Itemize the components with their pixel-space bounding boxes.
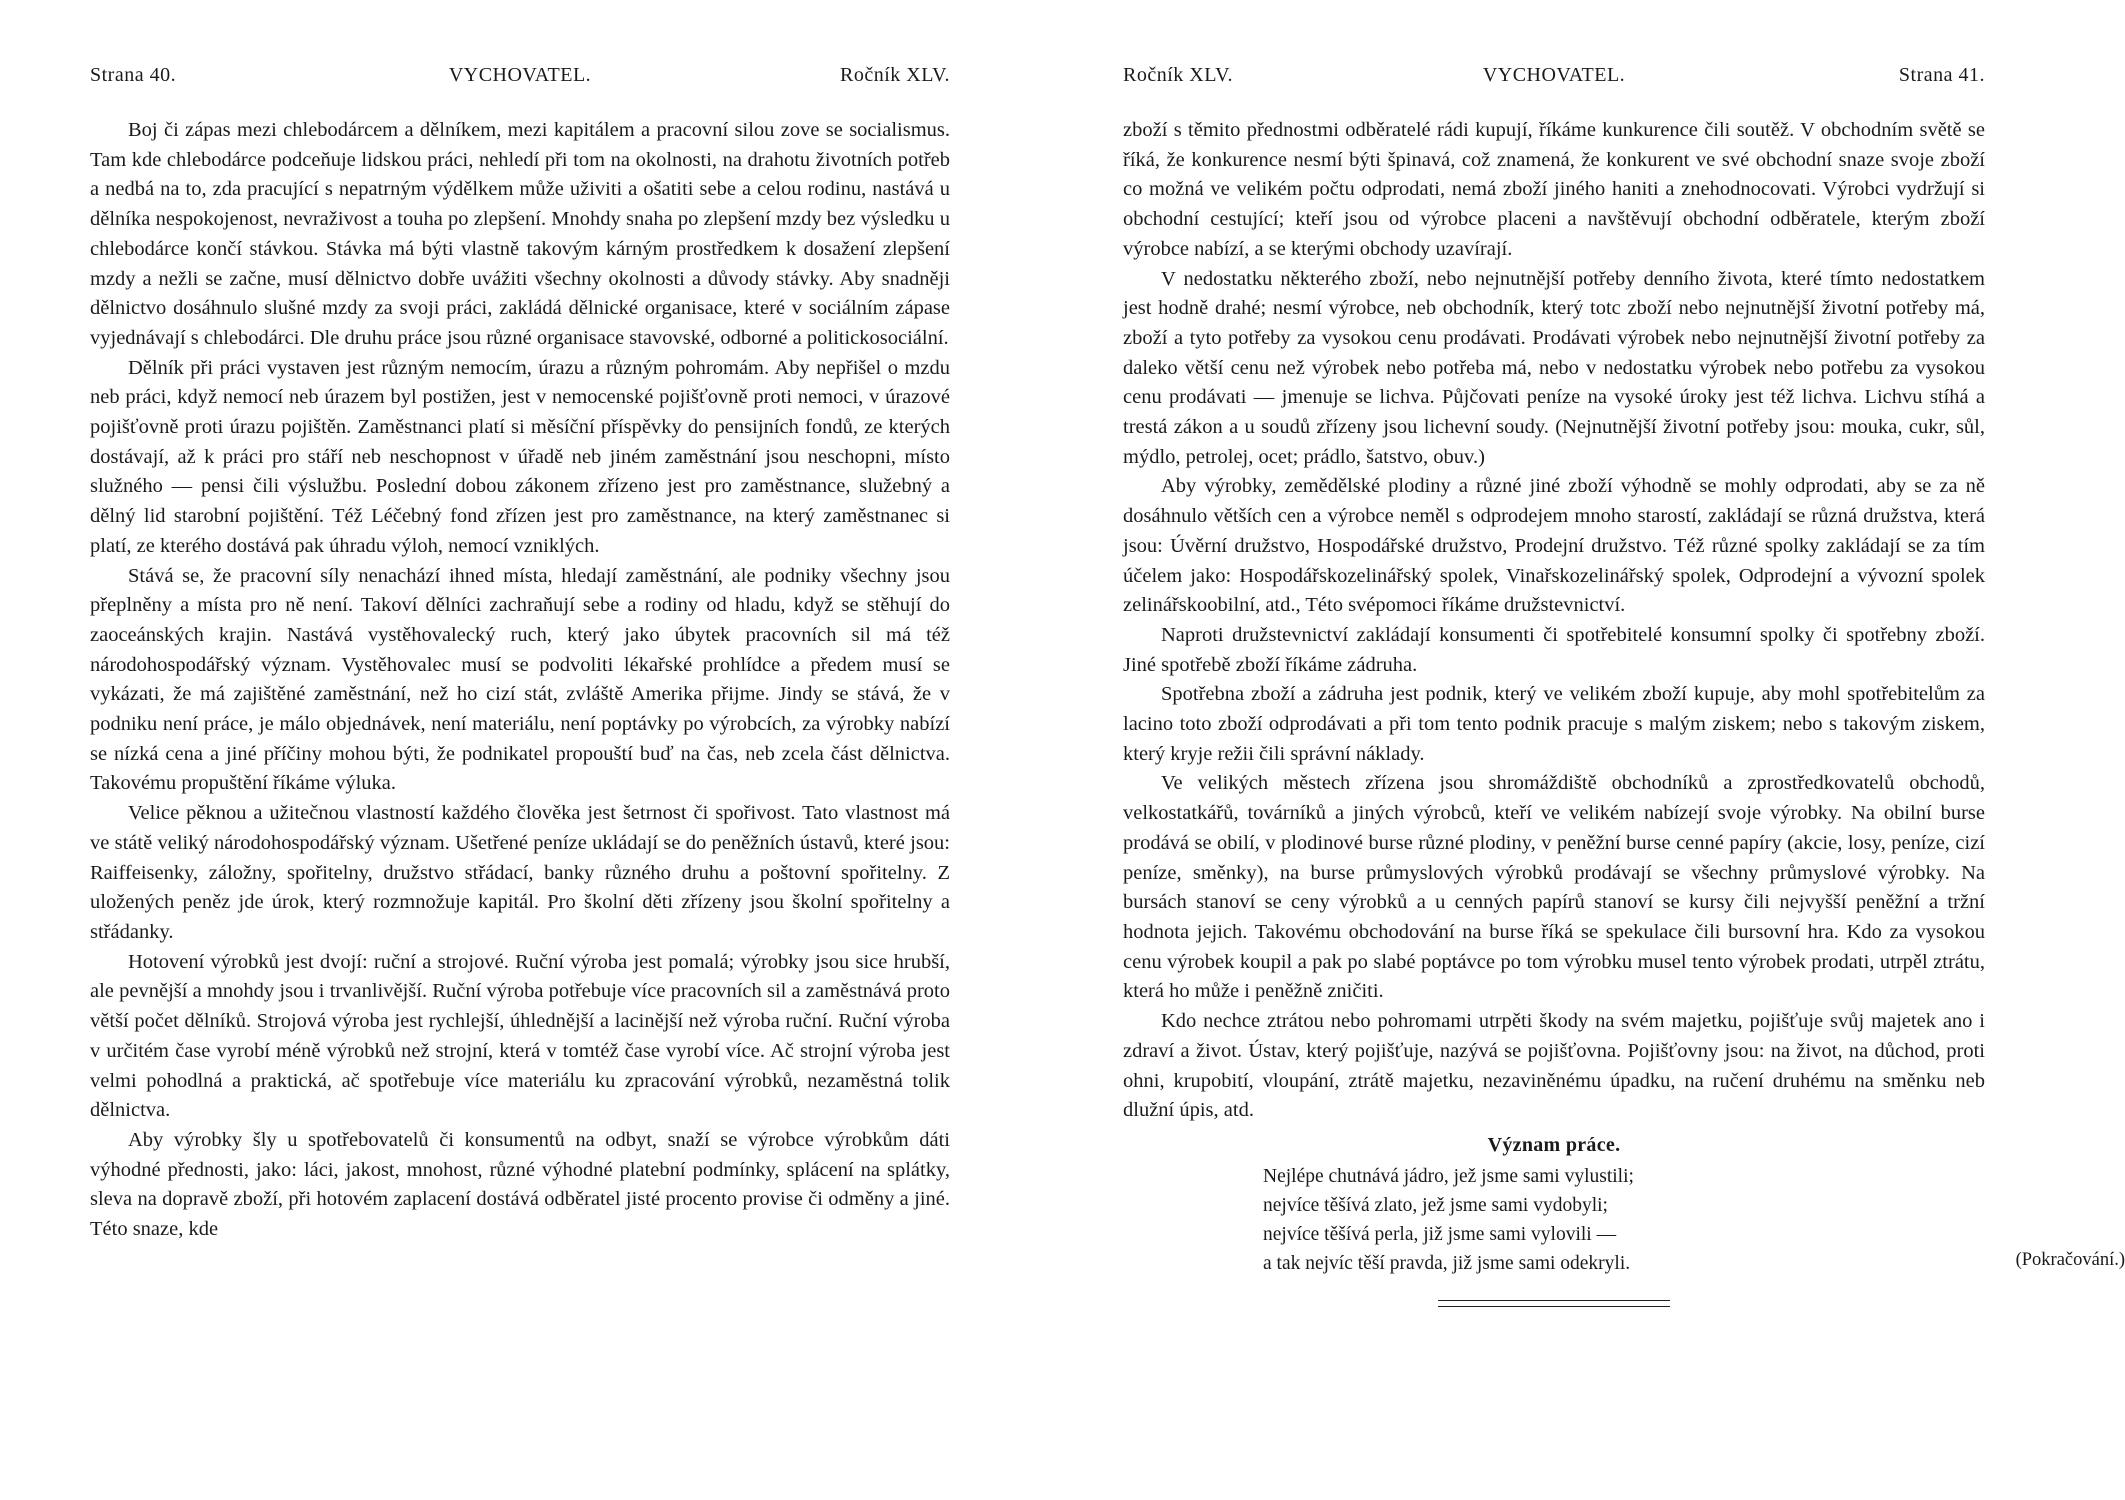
journal-title: VYCHOVATEL. [448,64,592,86]
paragraph: Dělník při práci vystaven jest různým nemocím, úrazu a různým pohromám. Aby nepřišel o mzdu neb práci, když nemocí neb úrazem byl postižen, jest v nemocenské pojišťovně proti nemoci, v úrazové pojišťovně proti úrazu pojištěn. Zaměstnanci platí si měsíční příspěvky do pensijních fondů, ze kterých dostávají, až k práci pro stáří neb neschopnost v úřadě neb jiném zaměstnání jsou neschopni, místo služného — pensi čili výslužbu. Poslední dobou zákonem zřízeno jest pro zaměstnance, služebný a dělný lid starobní pojištění. Též Léčebný fond zřízen jest pro zaměstnance, na který zaměstnanec si platí, ze kterého dostává pak úhradu výloh, nemocí vzniklých. [90,356,950,557]
volume-number: Ročník XLV. [1123,64,1233,86]
paragraph: Hotovení výrobků jest dvojí: ruční a strojové. Ruční výroba jest pomalá; výrobky jsou sice hrubší, ale pevnější a mnohdy jsou i trvanlivější. Ruční výroba potřebuje více pracovních sil a zaměstnává proto větší počet dělníků. Strojová výroba jest rychlejší, úhlednější a lacinější než výroba ruční. Ruční výroba v určitém čase vyrobí méně výrobků než strojní, která v tomtéž čase vyrobí více. Ač strojní výroba jest velmi pohodlná a praktická, ač spotřebuje více materiálu ku zpracování výrobků, nezaměstná tolik dělnictva. [90,950,950,1122]
paragraph: V nedostatku některého zboží, nebo nejnutnější potřeby denního života, které tímto nedostatkem jest hodně drahé; nesmí výrobce, neb obchodník, který totc zboží nebo nejnutnější životní potřeby má, zboží a tyto potřeby za vysokou cenu prodávati. Prodávati výrobek nebo nejnutnější životní potřeby za daleko větší cenu než výrobek nebo potřeba má, nebo v nedostatku výrobek nebo potřebu za vysokou cenu prodávati — jmenuje se lichva. Půjčovati peníze na vysoké úroky jest též lichva. Lichvu stíhá a trestá zákon a u soudů zřízeny jsou lichevní soudy. (Nejnutnější životní potřeby jsou: mouka, cukr, sůl, mýdlo, petrolej, ocet; prádlo, šatstvo, obuv.) [1123,267,1985,468]
paragraph: Stává se, že pracovní síly nenachází ihned místa, hledají zaměstnání, ale podniky všechny jsou přeplněny a místa pro ně není. Takoví dělníci zachraňují sebe a rodiny od hladu, když se stěhují do zaoceánských krajin. Nastává vystěhovalecký ruch, který jako úbytek pracovních sil má též národohospodářský význam. Vystěhovalec musí se podvoliti lékařské prohlídce a předem musí se vykázati, že má zajištěné zaměstnání, než ho cizí stát, zvláště Amerika přijme. Jindy se stává, že v podniku není práce, je málo objednávek, není materiálu, není poptávky po výrobcích, za výrobky nabízí se nízká cena a jiné příčiny mohou býti, že podnikatel propouští buď na čas, neb zcela část dělnictva. Takovému propuštění říkáme výluka. [90,564,950,795]
poem [1263,1162,2125,1278]
page-number: Strana 41. [1898,64,1985,86]
paragraph: Aby výrobky šly u spotřebovatelů či konsumentů na odbyt, snaží se výrobce výrobkům dáti výhodné přednosti, jako: láci, jakost, mnohost, různé výhodné platební podmínky, splácení na splátky, sleva na dopravě zboží, při hotovém zaplacení dostává odběratel jisté procento provise či odměny a jiné. Této snaze, kde [90,1128,950,1241]
poem-title: Význam práce. [1487,1133,1621,1156]
paragraph: Velice pěknou a užitečnou vlastností každého člověka jest šetrnost či spořivost. Tato vlastnost má ve státě veliký národohospodářský význam. Ušetřené peníze ukládají se do peněžních ústavů, které jsou: Raiffeisenky, záložny, spořitelny, družstvo střádací, banky různého druhu a poštovní spořitelny. Z uložených peněz jde úrok, který rozmnožuje kapitál. Pro školní děti zřízeny jsou školní spořitelny a střádanky. [90,802,950,943]
left-page-header [90,64,950,94]
left-page-body [90,116,950,1245]
paragraph: Spotřebna zboží a zádruha jest podnik, který ve velikém zboží kupuje, aby mohl spotřebitelům za lacino toto zboží odprodávati a při tom tento podnik pracuje s malým ziskem; nebo s takovým ziskem, který kryje režii čili správní náklady. [1123,683,1985,765]
end-rule [1438,1300,1670,1307]
right-page [1123,0,2125,1500]
paragraph: Aby výrobky, zemědělské plodiny a různé jiné zboží výhodně se mohly odprodati, aby se za ně dosáhnulo větších cen a výrobce neměl s odprodejem mnoho starostí, zakládají se různá družstva, která jsou: Úvěrní družstvo, Hospodářské družstvo, Prodejní družstvo. Též různé spolky zakládají se za tím účelem jako: Hospodářskozelinářský spolek, Vinařskozelinářský spolek, Odprodejní a vývozní spolek zelinářskoobilní, atd., Této svépomoci říkáme družstevnictví. [1123,475,1985,617]
page-number: Strana 40. [90,64,177,86]
right-page-header [1123,64,1985,94]
paragraph: Boj či zápas mezi chlebodárcem a dělníkem, mezi kapitálem a pracovní silou zove se socialismus. Tam kde chlebodárce podceňuje lidskou práci, nehledí při tom na okolnosti, na drahotu životních potřeb a nedbá na to, zda pracující s nepatrným výdělkem může uživiti a ošatiti sebe a celou rodinu, nastává u dělníka nespokojenost, nevraživost a touha po zlepšení. Mnohdy snaha po zlepšení mzdy bez výsledku u chlebodárce končí stávkou. Stávka má býti vlastně takovým kárným prostředkem k dosažení zlepšení mzdy a nežli se začne, musí dělnictvo dobře uvážiti všechny okolnosti a důvody stávky. Aby snadněji dělnictvo dosáhnulo slušné mzdy za svoji práci, zakládá dělnické organisace, které v sociálním zápase vyjednávají s chlebodárci. Dle druhu práce jsou různé organisace stavovské, odborné a politickosociální. [90,119,950,349]
poem-line: Nejlépe chutnává jádro, jež jsme sami vylustili; [1263,1165,1634,1187]
poem-line: a tak nejvíc těší pravda, již jsme sami odekryli. [1263,1252,1631,1274]
paragraph: Ve velikých městech zřízena jsou shromáždiště obchodníků a zprostředkovatelů obchodů, velkostatkářů, továrníků a jiných výrobců, kteří ve velikém nabízejí svoje výrobky. Na obilní burse prodává se obilí, v plodinové burse různé plodiny, v peněžní burse cenné papíry (akcie, losy, peníze, cizí peníze, směnky), na burse průmyslových výrobků prodávají se všechny průmyslové výrobky. Na bursách stanoví se ceny výrobků a u cenných papírů stanoví se kursy čili nejvyšší peněžní a tržní hodnota jejich. Takovému obchodování na burse říká se spekulace čili bursovní hra. Kdo za vysokou cenu výrobek koupil a pak po slabé poptávce po tom výrobku musel tento výrobek prodati, utrpěl ztrátu, která ho může i peněžně zničiti. [1123,772,1985,1003]
paragraph: Kdo nechce ztrátou nebo pohromami utrpěti škody na svém majetku, pojišťuje svůj majetek ano i zdraví a život. Ústav, který pojišťuje, nazývá se pojišťovna. Pojišťovny jsou: na život, na důchod, proti ohni, krupobití, vloupání, ztrátě majetku, nezaviněnému úpadku, na ručení druhému na směnku neb dlužní úpis, atd. [1123,1010,1985,1122]
poem-line: nejvíce těšívá perla, již jsme sami vylovili — [1263,1223,1617,1245]
right-page-body [1123,116,2125,1307]
continuation-note: (Pokračování.) [2015,1249,2125,1270]
poem-line: nejvíce těšívá zlato, jež jsme sami vydobyli; [1263,1194,1608,1216]
paragraph: zboží s těmito přednostmi odběratelé rádi kupují, říkáme kunkurence čili soutěž. V obchodním světě se říká, že konkurence nesmí býti špinavá, což znamená, že konkurent ve své obchodní snaze svoje zboží co možná ve velikém počtu odprodati, nemá zboží jiného haniti a znehodnocovati. Výrobci vydržují si obchodní cestující; kteří jsou od výrobce placeni a navštěvují obchodní odběratele, kterým zboží výrobce nabízí, a se kterými obchody uzavírají. [1123,119,1985,260]
volume-number: Ročník XLV. [840,64,950,86]
paragraph: Naproti družstevnictví zakládají konsumenti či spotřebitelé konsumní spolky či spotřebny zboží. Jiné spotřebě zboží říkáme zádruha. [1123,623,1985,676]
left-page [90,0,950,1500]
journal-title: VYCHOVATEL. [1482,64,1626,86]
